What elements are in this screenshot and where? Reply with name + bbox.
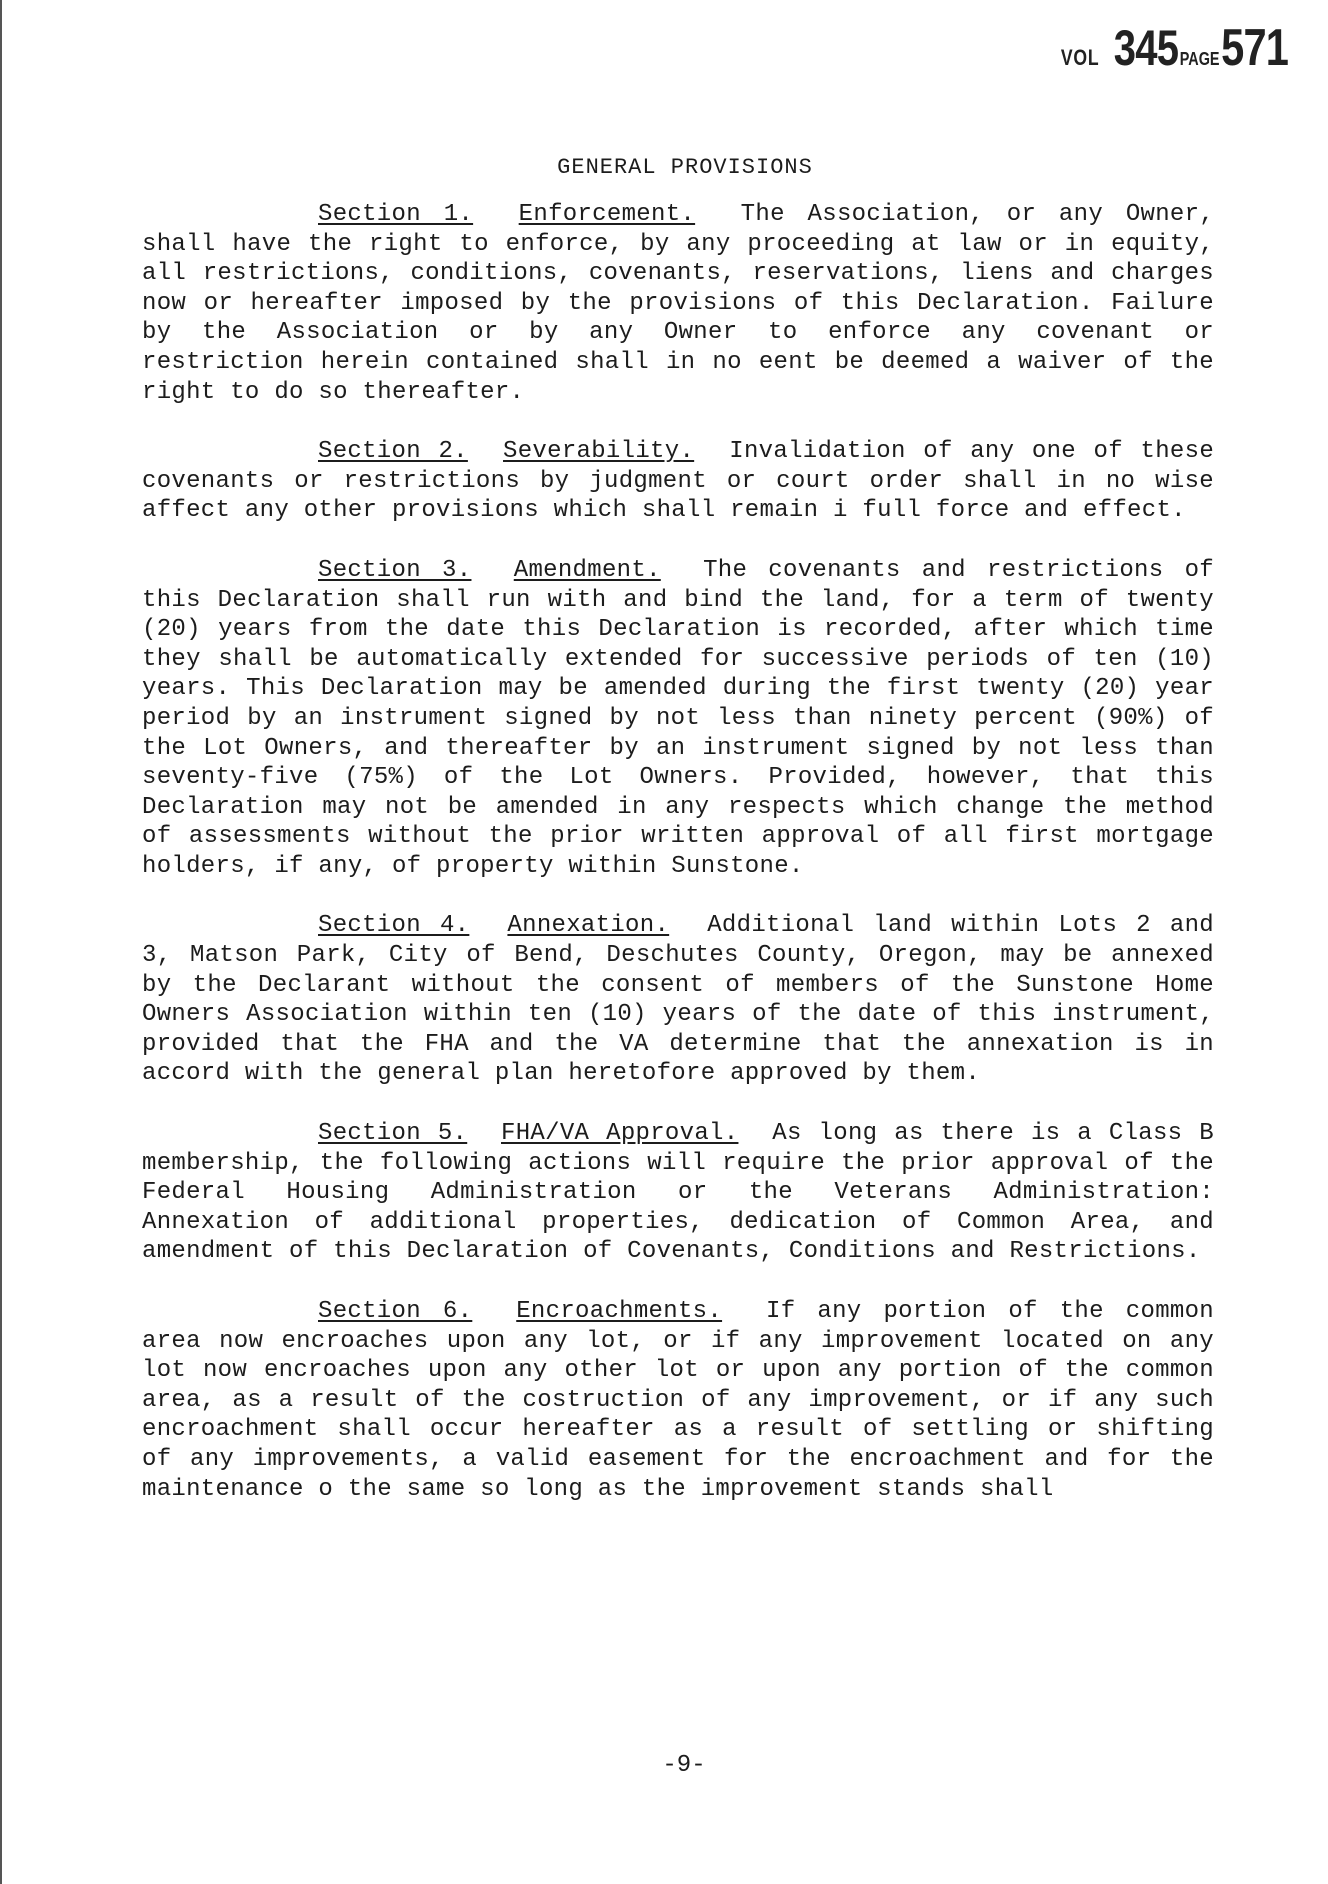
section-title: Encroachments. (516, 1298, 723, 1325)
section-encroachments (142, 1297, 1214, 1504)
section-enforcement (142, 200, 1214, 407)
scan-edge-line (0, 0, 2, 1884)
section-number: Section 6. (318, 1298, 473, 1325)
section-number: Section 1. (318, 201, 474, 228)
stamp-vol-number: 345 (1113, 20, 1179, 76)
section-text: The covenants and restrictions of this Declaration shall run with and bind the land, for a term of twenty (20) years from the date this Declaration is recorded, after which time they shall be automatically extended for successive periods of ten (10) years. This Declaration may be amended during the first twenty (20) year period by an instrument signed by not less than ninety percent (90%) of the Lot Owners, and thereafter by an instrument signed by not less than seventy-five (75%) of the Lot Owners. Provided, however, that this Declaration may not be amended in any respects which change the method of assessments without the prior written approval of all first mortgage holders, if any, of property within Sunstone. (142, 556, 1214, 880)
section-text: The Association, or any Owner, shall have the right to enforce, by any proceeding at law or in equity, all restrictions, conditions, covenants, reservations, liens and charges now or hereafter imposed by the provisions of this Declaration. Failure by the Association or by any Owner to enforce any covenant or restriction herein contained shall in no eent be deemed a waiver of the right to do so thereafter. (142, 201, 1215, 406)
document-body (142, 155, 1214, 1534)
recording-stamp (1061, 18, 1288, 78)
section-text: Additional land within Lots 2 and 3, Matson Park, City of Bend, Deschutes County, Oregon, may be annexed by the Declarant without the consent of members of the Sunstone Home Owners Association within ten (10) years of the date of this instrument, provided that the FHA and the VA determine that the annexation is in accord with the general plan heretofore approved by them. (142, 912, 1215, 1088)
section-number: Section 3. (318, 556, 472, 584)
stamp-page-label: PAGE (1179, 49, 1220, 69)
page-number-footer: -9- (662, 1752, 706, 1779)
section-title: Annexation. (507, 912, 670, 940)
section-text: Invalidation of any one of these covenants or restrictions by judgment or court order shall in no wise affect any other provisions which shall remain i full force and effect. (142, 438, 1215, 525)
section-title: Amendment. (513, 556, 661, 584)
section-number: Section 5. (318, 1120, 468, 1148)
page-title: GENERAL PROVISIONS (557, 155, 813, 180)
section-number: Section 4. (318, 912, 470, 940)
section-title: FHA/VA Approval. (501, 1120, 739, 1148)
section-text: As long as there is a Class B membership, the following actions will require the prior approval of the Federal Housing Administration or the Veterans Administration: Annexation of additional properties, dedication of Common Area, and amendment of this Declaration of Covenants, Conditions and Restrictions. (142, 1120, 1214, 1266)
section-amendment (142, 556, 1214, 882)
section-title: Enforcement. (518, 201, 696, 228)
stamp-vol-label: VOL (1060, 45, 1100, 70)
section-text: If any portion of the common area now encroaches upon any lot, or if any improvement located on any lot now encroaches upon any other lot or upon any portion of the common area, as a result of the costruction of any improvement, or if any such encroachment shall occur hereafter as a result of settling or shifting of any improvements, a valid easement for the encroachment and for the maintenance o the same so long as the improvement stands shall (142, 1298, 1215, 1503)
section-fha-va-approval (142, 1119, 1214, 1267)
stamp-page-number: 571 (1220, 19, 1288, 77)
section-title: Severability. (503, 438, 695, 466)
section-severability (142, 437, 1214, 526)
section-number: Section 2. (318, 438, 468, 466)
section-annexation (142, 911, 1214, 1089)
